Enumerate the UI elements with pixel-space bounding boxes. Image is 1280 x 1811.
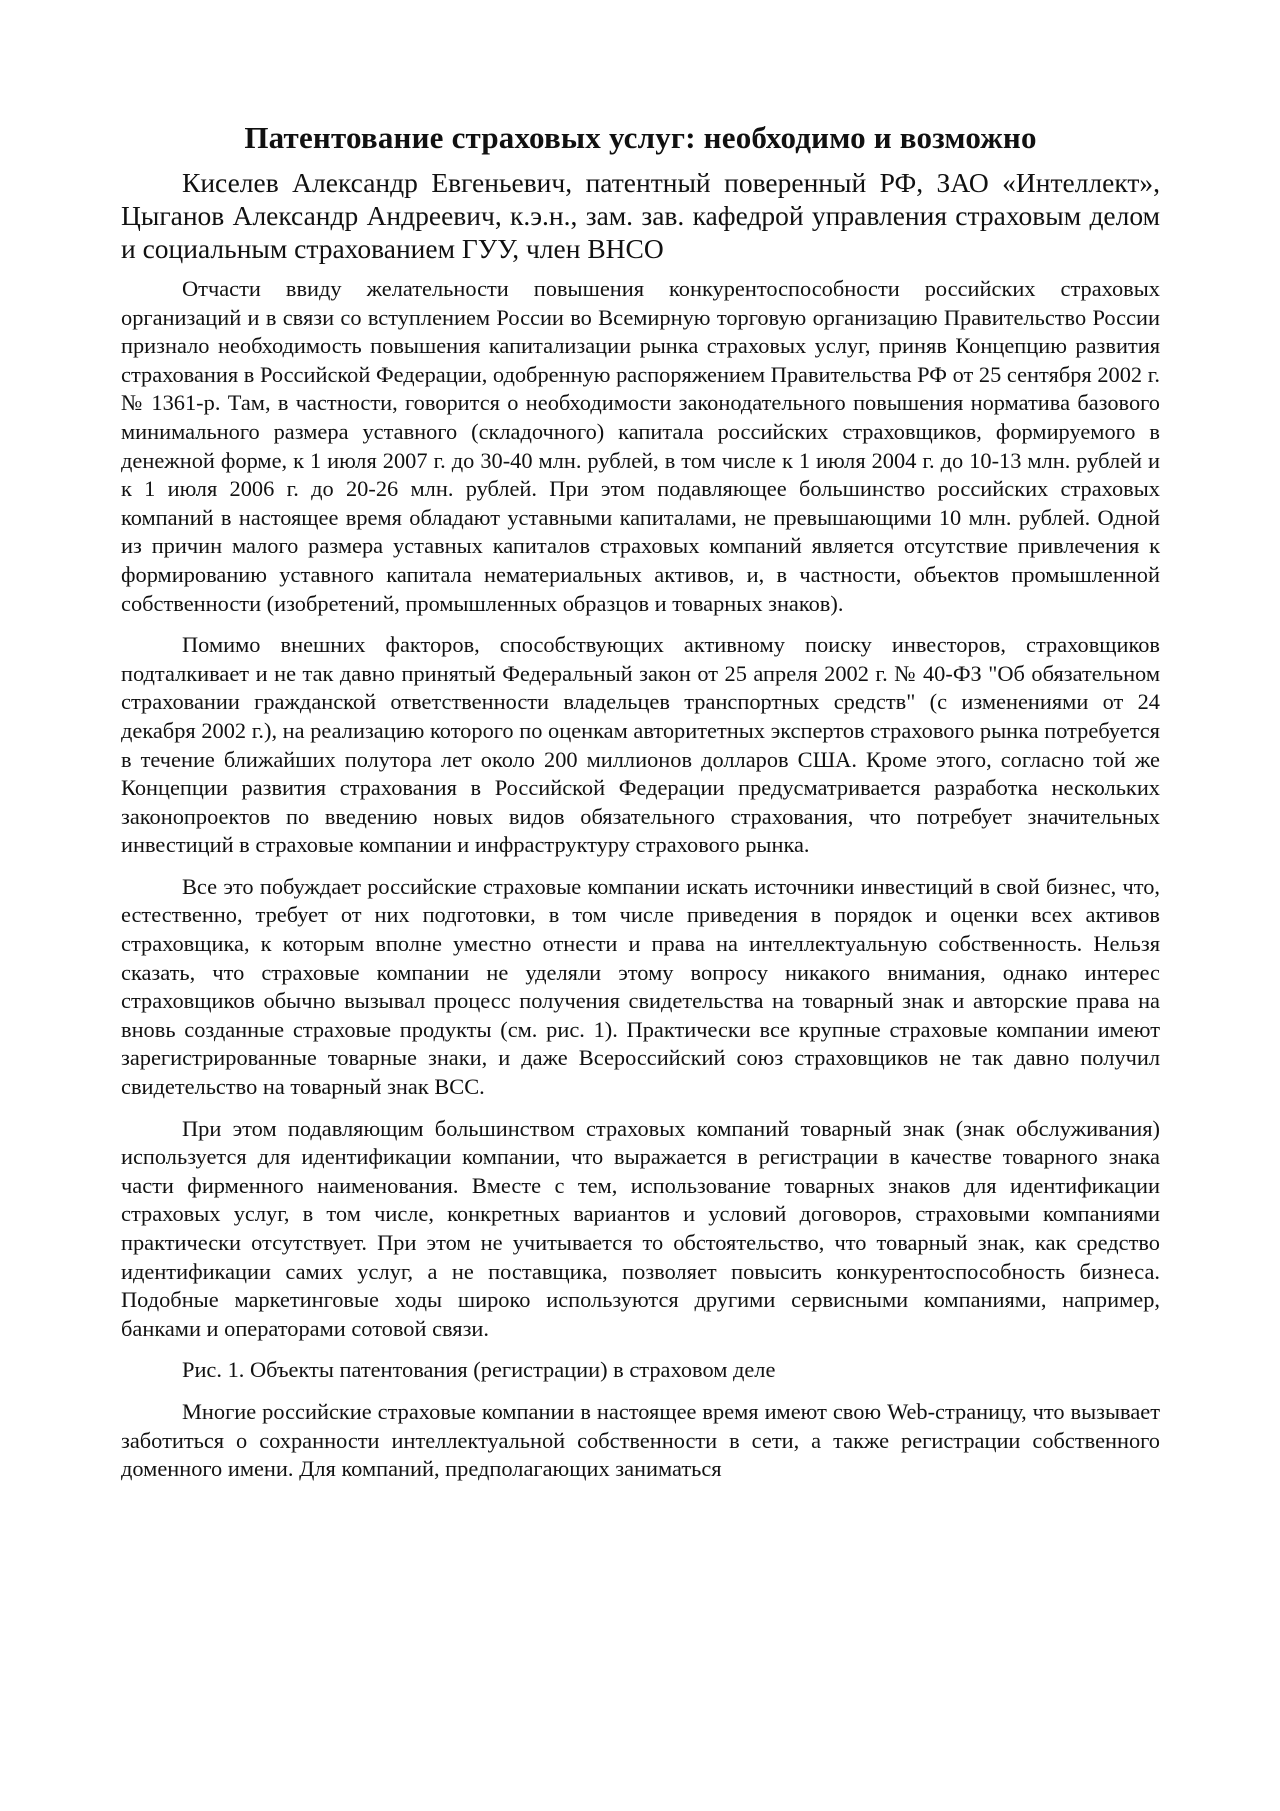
paragraph-3: Все это побуждает российские страховые компании искать источники инвестиций в свой бизнес, что, естественно, требует от них подготовки, в том числе приведения в порядок и оценки всех активов страховщика, к которым вполне уместно отнести и права на интеллектуальную собственность. Нельзя сказать, что страховые компании не уделяли этому вопросу никакого внимания, однако интерес страховщиков обычно вызывал процесс получения свидетельства на товарный знак и авторские права на вновь созданные страховые продукты (см. рис. 1). Практически все крупные страховые компании имеют зарегистрированные товарные знаки, и даже Всероссийский союз страховщиков не так давно получил свидетельство на товарный знак ВСС. <box>121 873 1160 1100</box>
article-title: Патентование страховых услуг: необходимо и возможно <box>244 120 1037 155</box>
paragraph-1: Отчасти ввиду желательности повышения конкурентоспособности российских страховых организаций и в связи со вступлением России во Всемирную торговую организацию Правительство России признало необходимость повышения капитализации рынка страховых услуг, приняв Концепцию развития страхования в Российской Федерации, одобренную распоряжением Правительства РФ от 25 сентября 2002 г. № 1361-р. Там, в частности, говорится о необходимости законодательного повышения норматива базового минимального размера уставного (складочного) капитала российских страховщиков, формируемого в денежной форме, к 1 июля 2007 г. до 30-40 млн. рублей, в том числе к 1 июля 2004 г. до 10-13 млн. рублей и к 1 июля 2006 г. до 20-26 млн. рублей. При этом подавляющее большинство российских страховых компаний в настоящее время обладают уставными капиталами, не превышающими 10 млн. рублей. Одной из причин малого размера уставных капиталов страховых компаний является отсутствие привлечения к формированию уставного капитала нематериальных активов, и, в частности, объектов промышленной собственности (изобретений, промышленных образцов и товарных знаков). <box>121 276 1160 616</box>
paragraph-5: Многие российские страховые компании в настоящее время имеют свою Web-страницу, что вызывает заботиться о сохранности интеллектуальной собственности в сети, а также регистрации собственного доменного имени. Для компаний, предполагающих заниматься <box>121 1398 1160 1482</box>
paragraph-4: При этом подавляющим большинством страховых компаний товарный знак (знак обслуживания) используется для идентификации компании, что выражается в регистрации в качестве товарного знака части фирменного наименования. Вместе с тем, использование товарных знаков для идентификации страховых услуг, в том числе, конкретных вариантов и условий договоров, страховыми компаниями практически отсутствует. При этом не учитывается то обстоятельство, что товарный знак, как средство идентификации самих услуг, а не поставщика, позволяет повысить конкурентоспособность бизнеса. Подобные маркетинговые ходы широко используются другими сервисными компаниями, например, банками и операторами сотовой связи. <box>121 1115 1160 1341</box>
document-page <box>121 118 1160 1497</box>
figure-caption: Рис. 1. Объекты патентования (регистрации) в страховом деле <box>182 1357 776 1383</box>
paragraph-2: Помимо внешних факторов, способствующих активному поиску инвесторов, страховщиков подталкивает и не так давно принятый Федеральный закон от 25 апреля 2002 г. № 40-ФЗ "Об обязательном страховании гражданской ответственности владельцев транспортных средств" (с изменениями от 24 декабря 2002 г.), на реализацию которого по оценкам авторитетных экспертов страхового рынка потребуется в течение ближайших полутора лет около 200 миллионов долларов США. Кроме этого, согласно той же Концепции развития страхования в Российской Федерации предусматривается разработка нескольких законопроектов по введению новых видов обязательного страхования, что потребует значительных инвестиций в страховые компании и инфраструктуру страхового рынка. <box>121 632 1160 858</box>
article-authors: Киселев Александр Евгеньевич, патентный поверенный РФ, ЗАО «Интеллект», Цыганов Александр Андреевич, к.э.н., зам. зав. кафедрой управления страховым делом и социальным страхованием ГУУ, член ВНСО <box>121 167 1160 264</box>
